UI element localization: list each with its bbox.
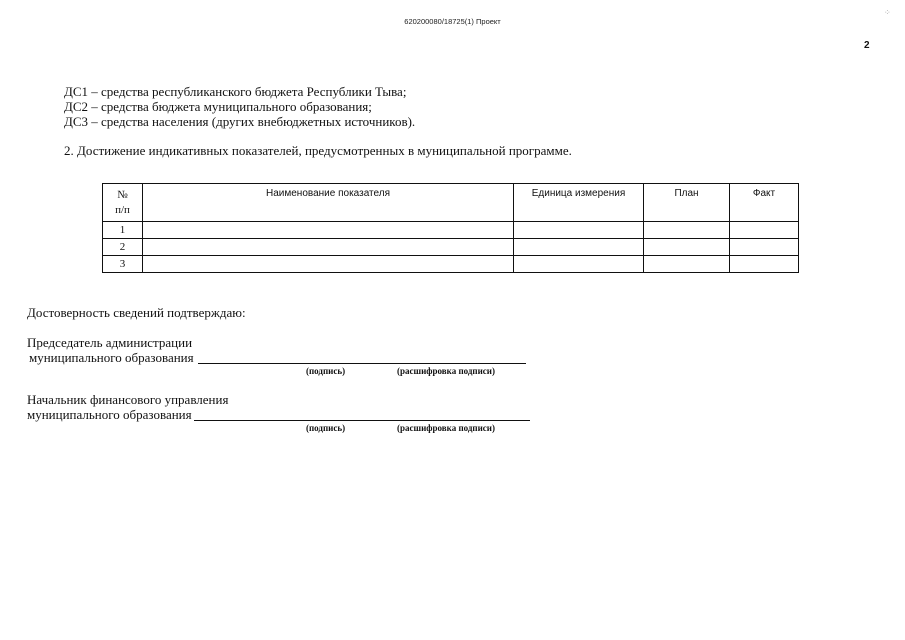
row-unit-cell bbox=[514, 239, 644, 256]
signatory-2-title-line1: Начальник финансового управления bbox=[27, 392, 229, 407]
table-row bbox=[103, 222, 799, 239]
row-number: 3 bbox=[103, 256, 143, 273]
funding-source-3: ДС3 – средства населения (других внебюджетных источников). bbox=[64, 114, 416, 129]
section-title: 2. Достижение индикативных показателей, предусмотренных в муниципальной программе. bbox=[64, 143, 572, 158]
column-header-plan: План bbox=[644, 184, 730, 222]
table-row bbox=[103, 239, 799, 256]
row-unit-cell bbox=[514, 256, 644, 273]
indicators-table bbox=[102, 183, 799, 273]
row-name-cell bbox=[143, 256, 514, 273]
signatory-2-title-line2: муниципального образования bbox=[27, 407, 192, 422]
document-id: 620200080/18725(1) Проект bbox=[404, 17, 501, 26]
signature-1-decoding-caption: (расшифровка подписи) bbox=[397, 366, 495, 376]
signatory-1-title-line1: Председатель администрации bbox=[27, 335, 193, 350]
scan-mark: ⁘ bbox=[884, 8, 890, 17]
column-header-fact: Факт bbox=[730, 184, 799, 222]
signature-2-caption: (подпись) bbox=[306, 423, 346, 433]
row-number: 1 bbox=[103, 222, 143, 239]
signature-1-caption: (подпись) bbox=[306, 366, 346, 376]
row-plan-cell bbox=[644, 239, 730, 256]
column-header-number-line1: № bbox=[117, 188, 128, 201]
signatory-1-title-line2: муниципального образования bbox=[29, 350, 194, 365]
row-name-cell bbox=[143, 222, 514, 239]
row-fact-cell bbox=[730, 239, 799, 256]
row-fact-cell bbox=[730, 222, 799, 239]
page-number: 2 bbox=[864, 40, 870, 51]
table-header-row bbox=[103, 184, 799, 222]
column-header-number-line2: п/п bbox=[115, 203, 130, 216]
confirmation-text: Достоверность сведений подтверждаю: bbox=[27, 305, 246, 320]
row-plan-cell bbox=[644, 256, 730, 273]
funding-source-2: ДС2 – средства бюджета муниципального образования; bbox=[64, 99, 372, 114]
signature-1-line[interactable] bbox=[198, 363, 526, 364]
signature-2-decoding-caption: (расшифровка подписи) bbox=[397, 423, 495, 433]
row-unit-cell bbox=[514, 222, 644, 239]
row-plan-cell bbox=[644, 222, 730, 239]
table-row bbox=[103, 256, 799, 273]
column-header-name: Наименование показателя bbox=[143, 184, 514, 222]
row-number: 2 bbox=[103, 239, 143, 256]
column-header-number bbox=[103, 184, 143, 222]
column-header-unit: Единица измерения bbox=[514, 184, 644, 222]
row-fact-cell bbox=[730, 256, 799, 273]
signature-2-line[interactable] bbox=[194, 420, 530, 421]
row-name-cell bbox=[143, 239, 514, 256]
funding-source-1: ДС1 – средства республиканского бюджета Республики Тыва; bbox=[64, 84, 407, 99]
